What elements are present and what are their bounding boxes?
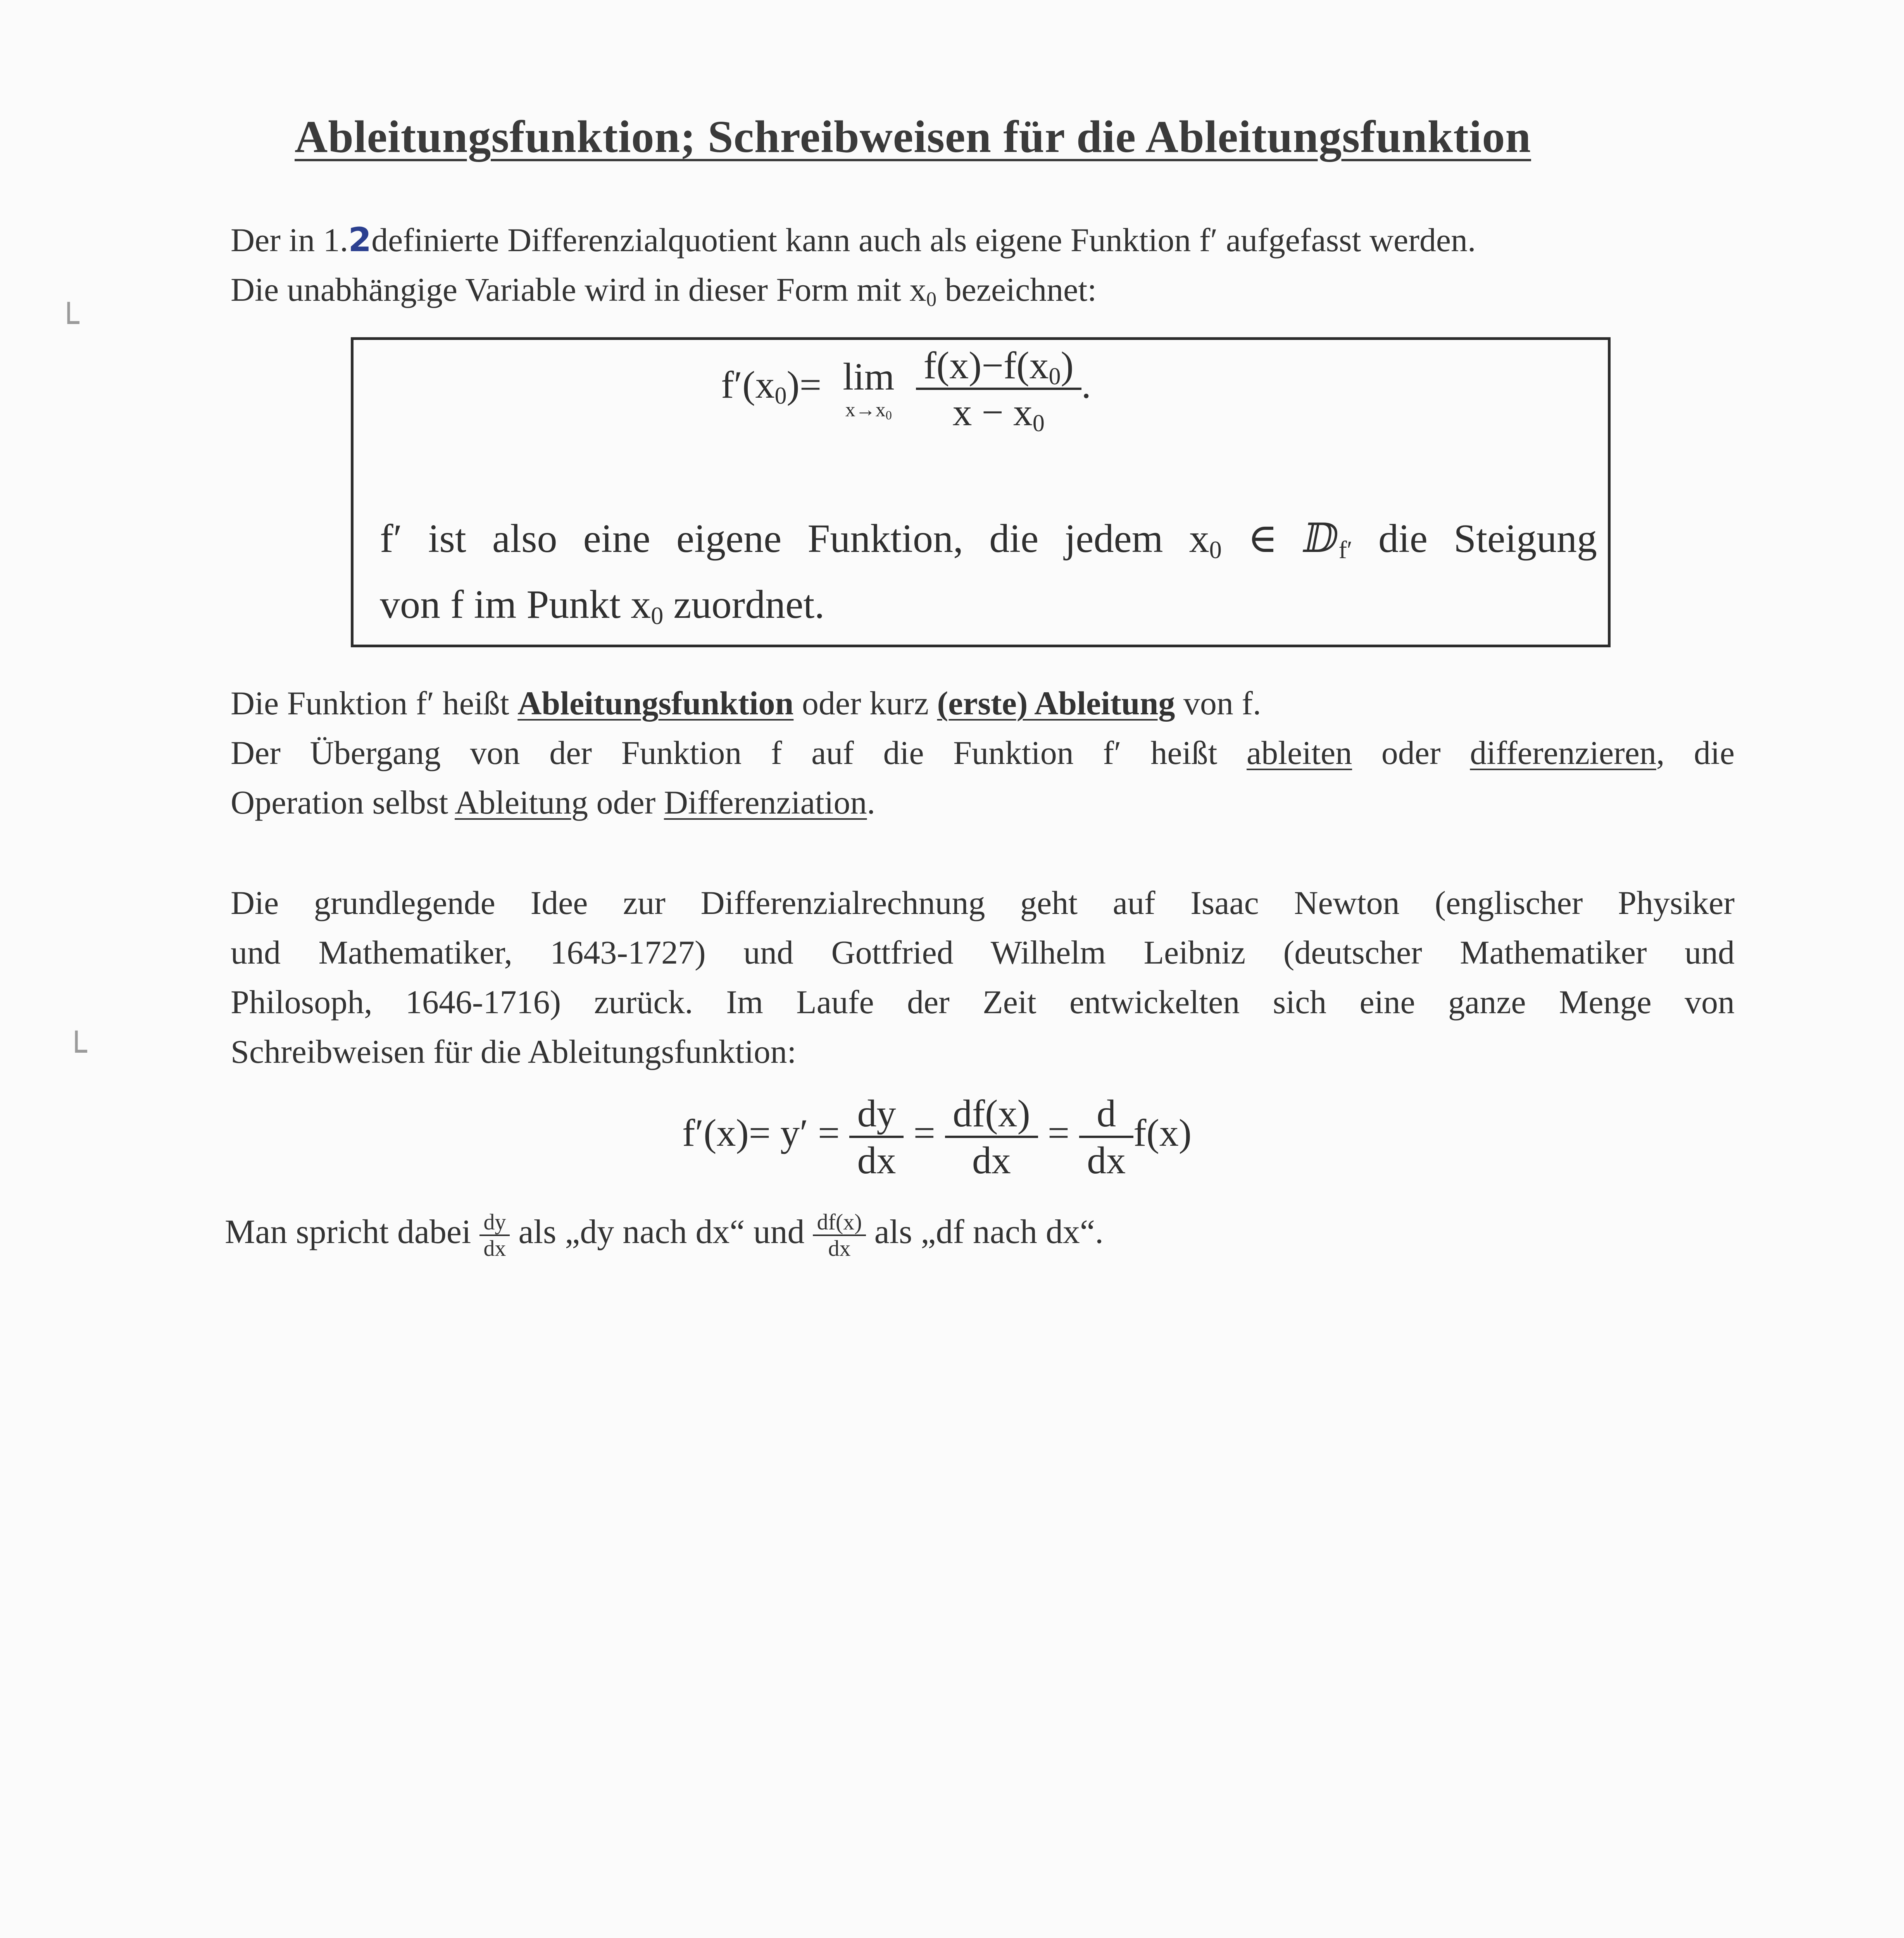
definition-line-3: Operation selbst Ableitung oder Differenziation. (231, 784, 876, 821)
intro-paragraph (231, 215, 1735, 314)
notation-formula: f′(x)= y′ = $\frac{dy}{dx}$ = $\frac{df(x)}{dx}$ = $\frac{d}{dx}$ f(x) (682, 1092, 1192, 1182)
term-differenzieren: differenzieren (1470, 734, 1656, 771)
history-line-4: Schreibweisen für die Ableitungsfunktion: (231, 1033, 797, 1070)
history-line-1: Die grundlegende Idee zur Differenzialrechnung geht auf Isaac Newton (englischer Physiker (231, 884, 1735, 921)
history-paragraph (231, 878, 1735, 1076)
box-explanation (380, 506, 1597, 638)
intro-line-1: Der in 1.2definierte Differenzialquotient kann auch als eigene Funktion f′ aufgefasst werden. (231, 221, 1476, 259)
definition-line-2: Der Übergang von der Funktion f auf die Funktion f′ heißt ableiten oder differenzieren, die (231, 734, 1735, 771)
fraction-d-dx: $\frac{d}{dx}$ (1079, 1091, 1133, 1183)
difference-quotient: $\frac{f(x)-f(x_0)}{x - x_0}$ (916, 343, 1081, 434)
term-ableitung: Ableitung (455, 784, 588, 821)
inline-fraction-dy-dx: $\frac{dy}{dx}$ (479, 1210, 510, 1261)
definition-line-1: Die Funktion f′ heißt Ableitungsfunktion oder kurz (erste) Ableitung von f. (231, 685, 1261, 722)
scan-mark: └ (66, 1031, 87, 1072)
derivative-limit-formula: $f'(x_0)=$ lim $x\to x_0$ $\frac{f(x)-f(x_0)}{x - x_0}$ . (721, 344, 1091, 437)
limit-operator: lim $x\to x_0$ (843, 355, 895, 422)
term-ableitungsfunktion: Ableitungsfunktion (517, 685, 794, 722)
inline-fraction-dfx-dx: $\frac{df(x)}{dx}$ (813, 1210, 866, 1261)
history-line-2: und Mathematiker, 1643-1727) und Gottfried Wilhelm Leibniz (deutscher Mathematiker und (231, 934, 1735, 971)
page-title: Ableitungsfunktion; Schreibweisen für die Ableitungsfunktion (295, 111, 1531, 162)
box-line-1: f′ ist also eine eigene Funktion, die jedem $x_0$ ∈ ⅅ$_{f'}$ die Steigung (380, 516, 1597, 564)
intro-line-2: Die unabhängige Variable wird in dieser Form mit $x_0$ bezeichnet: (231, 271, 1097, 311)
scan-mark: └ (58, 302, 79, 343)
term-ableiten: ableiten (1246, 734, 1352, 771)
history-line-3: Philosoph, 1646-1716) zurück. Im Laufe der Zeit entwickelten sich eine ganze Menge von (231, 983, 1735, 1021)
reading-paragraph: Man spricht dabei $\frac{dy}{dx}$ als „dy nach dx“ und $\frac{df(x)}{dx}$ als „df nach dx“. (225, 1209, 1104, 1261)
term-erste-ableitung: (erste) Ableitung (937, 685, 1175, 722)
term-differenziation: Differenziation (664, 784, 867, 821)
handwritten-digit: 2 (348, 221, 372, 259)
fraction-dfx-dx: $\frac{df(x)}{dx}$ (945, 1091, 1038, 1183)
definition-paragraph (231, 678, 1735, 827)
fraction-dy-dx: $\frac{dy}{dx}$ (849, 1091, 904, 1183)
box-line-2: von f im Punkt $x_0$ zuordnet. (380, 582, 825, 630)
